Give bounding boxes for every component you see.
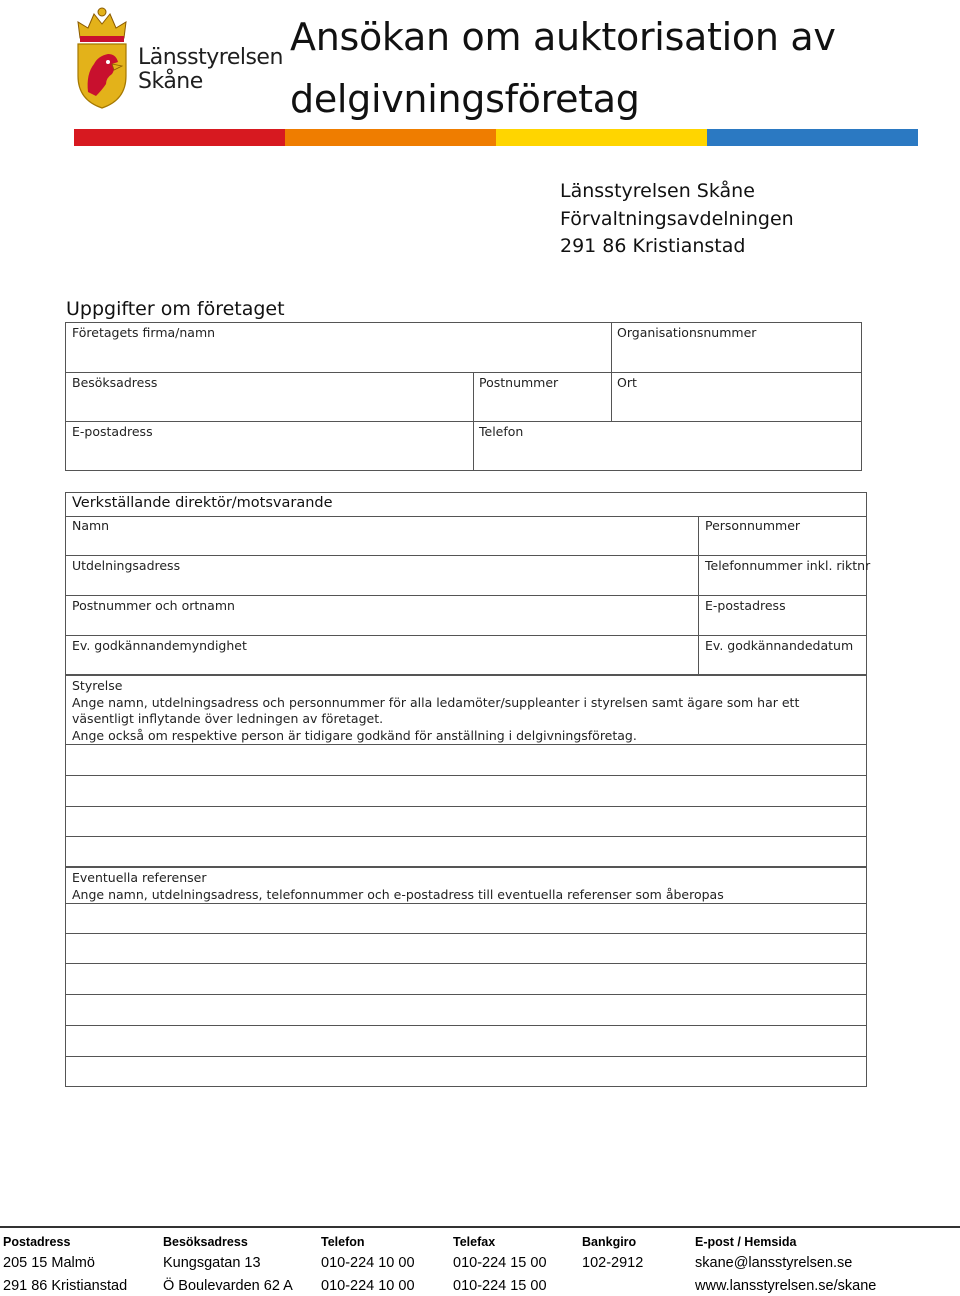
stripe-orange (285, 129, 496, 146)
city-field[interactable]: Ort (617, 375, 637, 390)
postal-code-field[interactable]: Postnummer (479, 375, 559, 390)
board-row-2[interactable] (66, 776, 866, 805)
approval-date-field[interactable]: Ev. godkännandedatum (705, 638, 854, 653)
references-text: Ange namn, utdelningsadress, telefonnummer och e-postadress till eventuella referenser som åberopas (72, 886, 724, 902)
address-line1: Länsstyrelsen Skåne (560, 180, 755, 202)
approval-authority-field[interactable]: Ev. godkännandemyndighet (72, 638, 247, 653)
board-row-4[interactable] (66, 837, 866, 866)
address-line2: Förvaltningsavdelningen (560, 207, 794, 230)
company-email-field[interactable]: E-postadress (72, 424, 153, 439)
recipient-address (560, 178, 794, 261)
company-section-title: Uppgifter om företaget (66, 298, 285, 320)
board-heading: Styrelse (72, 678, 123, 693)
board-text2: Ange också om respektive person är tidigare godkänd för anställning i delgivningsföretag. (72, 727, 637, 743)
reference-row-3[interactable] (66, 964, 866, 993)
company-phone-field[interactable]: Telefon (479, 424, 524, 439)
footer-postadress-2: 291 86 Kristianstad (3, 1278, 128, 1294)
page-title: Ansökan om auktorisation av delgivningsföretag (290, 15, 836, 121)
references-instructions (72, 870, 857, 903)
reference-row-2[interactable] (66, 934, 866, 962)
board-instructions (72, 678, 857, 744)
color-stripe (74, 129, 918, 146)
reference-row-6[interactable] (66, 1057, 866, 1086)
director-name-field[interactable]: Namn (72, 518, 110, 533)
footer-header-bankgiro: Bankgiro (582, 1235, 637, 1249)
references-heading: Eventuella referenser (72, 870, 207, 885)
footer-divider (0, 1226, 960, 1228)
director-email-field[interactable]: E-postadress (705, 598, 786, 613)
director-phone-field[interactable]: Telefonnummer inkl. riktnr (705, 558, 871, 573)
reference-row-1[interactable] (66, 904, 866, 932)
logo-text-line1: Länsstyrelsen (138, 45, 283, 70)
stripe-yellow (496, 129, 707, 146)
director-section-title: Verkställande direktör/motsvarande (72, 495, 333, 511)
footer-telefon-1: 010-224 10 00 (321, 1255, 415, 1271)
footer-header-telefax: Telefax (453, 1235, 496, 1249)
coat-of-arms-icon (72, 4, 132, 110)
footer-header-telefon: Telefon (321, 1235, 365, 1249)
footer-header-epost: E-post / Hemsida (695, 1235, 797, 1249)
reference-row-4[interactable] (66, 995, 866, 1024)
footer-header-postadress: Postadress (3, 1235, 71, 1249)
director-address-field[interactable]: Utdelningsadress (72, 558, 181, 573)
director-postal-field[interactable]: Postnummer och ortnamn (72, 598, 235, 613)
footer-postadress-1: 205 15 Malmö (3, 1255, 95, 1271)
board-text1: Ange namn, utdelningsadress och personnummer för alla ledamöter/suppleanter i styrelsen samt ägare som har ett väsentligt inflytande över ledningen av företaget. (72, 694, 800, 726)
company-name-field[interactable]: Företagets firma/namn (72, 325, 216, 340)
reference-row-5[interactable] (66, 1026, 866, 1055)
footer-telefax-2: 010-224 15 00 (453, 1278, 547, 1294)
logo-text-line2: Skåne (138, 69, 203, 94)
stripe-red (74, 129, 285, 146)
company-form (65, 322, 862, 471)
director-pnr-field[interactable]: Personnummer (705, 518, 801, 533)
footer-bankgiro-1: 102-2912 (582, 1255, 644, 1271)
board-row-3[interactable] (66, 807, 866, 835)
lansstyrelsen-logo (72, 4, 283, 110)
references-form (65, 867, 867, 1087)
org-number-field[interactable]: Organisationsnummer (617, 325, 757, 340)
board-row-1[interactable] (66, 745, 866, 774)
footer-website-link[interactable]: www.lansstyrelsen.se/skane (695, 1278, 877, 1294)
footer-email-link[interactable]: skane@lansstyrelsen.se (695, 1255, 853, 1271)
footer-besoksadress-2: Ö Boulevarden 62 A (163, 1278, 293, 1294)
footer-telefax-1: 010-224 15 00 (453, 1255, 547, 1271)
footer-besoksadress-1: Kungsgatan 13 (163, 1255, 261, 1271)
footer-telefon-2: 010-224 10 00 (321, 1278, 415, 1294)
footer-header-besoksadress: Besöksadress (163, 1235, 248, 1249)
board-form (65, 675, 867, 867)
address-line3: 291 86 Kristianstad (560, 235, 746, 257)
visit-address-field[interactable]: Besöksadress (72, 375, 158, 390)
director-form (65, 492, 871, 675)
stripe-blue (707, 129, 918, 146)
